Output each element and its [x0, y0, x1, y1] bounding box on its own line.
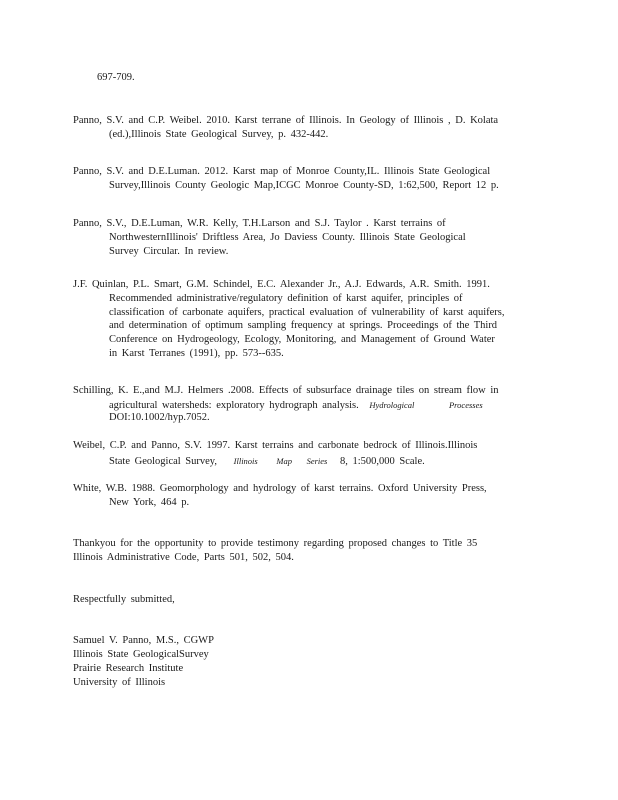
reference-6-line-2-text: State Geological Survey, [109, 456, 218, 467]
continuation-pages: 697-709. [97, 72, 135, 83]
thanks-line-2: Illinois Administrative Code, Parts 501, 502, 504. [73, 552, 294, 563]
signature-org-1: Illinois State GeologicalSurvey [73, 649, 209, 660]
signature-org-3: University of Illinois [73, 677, 166, 688]
reference-3-line-3: Survey Circular. In review. [109, 246, 229, 257]
reference-4-line-1: J.F. Quinlan, P.L. Smart, G.M. Schindel, E.C. Alexander Jr., A.J. Edwards, A.R. Smith. 1991. [73, 279, 490, 290]
reference-4-line-6: in Karst Terranes (1991), pp. 573--635. [109, 348, 284, 359]
series-name-word-3: Series [306, 456, 328, 466]
reference-5-line-2-text: agricultural watersheds: exploratory hydrograph analysis. [109, 400, 359, 411]
reference-5-line-3: DOI:10.1002/hyp.7052. [109, 412, 210, 423]
reference-3-line-1: Panno, S.V., D.E.Luman, W.R. Kelly, T.H.Larson and S.J. Taylor . Karst terrains of [73, 218, 446, 229]
signature-org-2: Prairie Research Institute [73, 663, 184, 674]
journal-name-word-2: Processes [448, 400, 483, 410]
reference-2-line-1: Panno, S.V. and D.E.Luman. 2012. Karst map of Monroe County,IL. Illinois State Geological [73, 166, 491, 177]
reference-3-line-2: NorthwesternIllinois' Driftless Area, Jo Daviess County. Illinois State Geological [109, 232, 466, 243]
journal-name-word-1: Hydrological [369, 400, 415, 410]
reference-1-line-2: (ed.),Illinois State Geological Survey, p. 432-442. [109, 129, 329, 140]
reference-2-line-2: Survey,Illinois County Geologic Map,ICGC Monroe County-SD, 1:62,500, Report 12 p. [109, 180, 499, 191]
reference-6-line-2-scale: 8, 1:500,000 Scale. [339, 456, 425, 467]
reference-6-line-2 [109, 454, 425, 469]
reference-5-line-1: Schilling, K. E.,and M.J. Helmers .2008. Effects of subsurface drainage tiles on stream flow in [73, 385, 499, 396]
thanks-line-1: Thankyou for the opportunity to provide testimony regarding proposed changes to Title 35 [73, 538, 478, 549]
reference-4-line-2: Recommended administrative/regulatory definition of karst aquifer, principles of [109, 293, 463, 304]
reference-7-line-1: White, W.B. 1988. Geomorphology and hydrology of karst terrains. Oxford University Press, [73, 483, 487, 494]
signoff: Respectfully submitted, [73, 594, 175, 605]
series-name-word-1: Illinois [233, 456, 258, 466]
reference-4-line-5: Conference on Hydrogeology, Ecology, Monitoring, and Management of Ground Water [109, 334, 495, 345]
signature-name: Samuel V. Panno, M.S., CGWP [73, 635, 214, 646]
reference-7-line-2: New York, 464 p. [109, 497, 190, 508]
reference-4-line-3: classification of carbonate aquifers, practical evaluation of vulnerability of karst aquifers, [109, 307, 505, 318]
reference-4-line-4: and determination of optimum sampling frequency at springs. Proceedings of the Third [109, 320, 498, 331]
reference-6-line-1: Weibel, C.P. and Panno, S.V. 1997. Karst terrains and carbonate bedrock of Illinois.Illinois [73, 440, 478, 451]
reference-1-line-1: Panno, S.V. and C.P. Weibel. 2010. Karst terrane of Illinois. In Geology of Illinois , D. Kolata [73, 115, 499, 126]
series-name-word-2: Map [276, 456, 292, 466]
